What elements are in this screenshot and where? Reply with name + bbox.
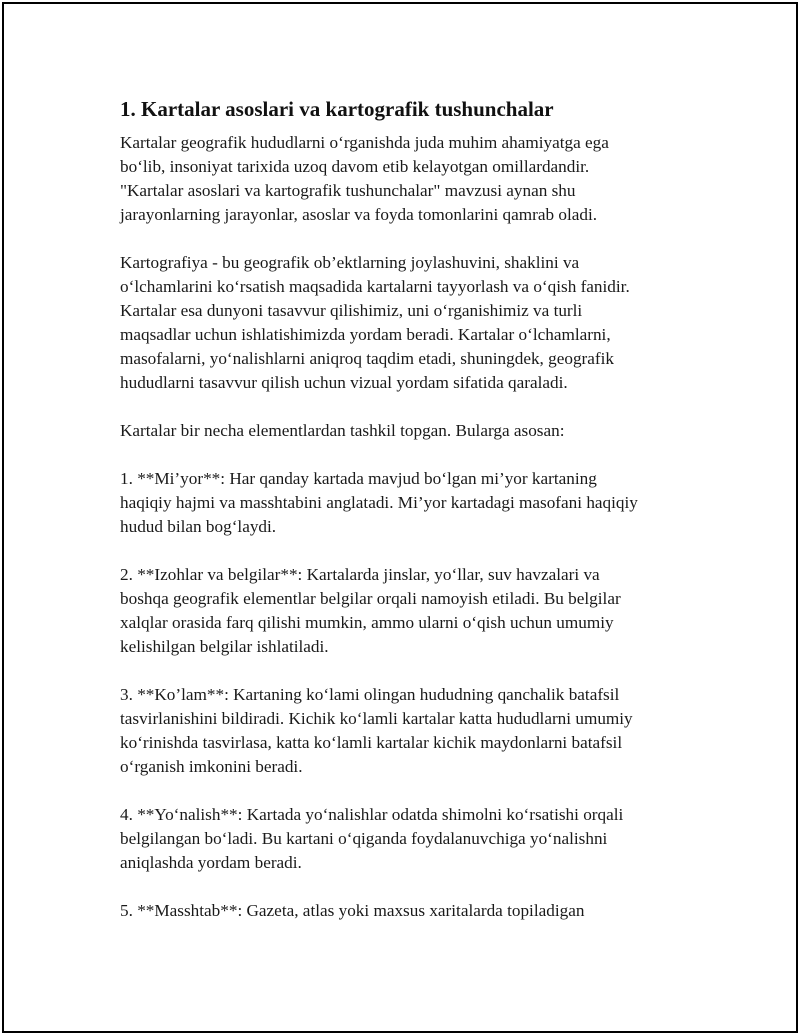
text-line: aniqlashda yordam beradi. bbox=[120, 853, 302, 872]
text-line: Kartografiya - bu geografik ob’ektlarning joylashuvini, shaklini va bbox=[120, 253, 580, 272]
text-line: xalqlar orasida farq qilishi mumkin, ammo ularni o‘qish uchun umumiy bbox=[120, 613, 614, 632]
text-line: boshqa geografik elementlar belgilar orqali namoyish etiladi. Bu belgilar bbox=[120, 589, 621, 608]
text-line: kelishilgan belgilar ishlatiladi. bbox=[120, 637, 329, 656]
text-line: 2. **Izohlar va belgilar**: Kartalarda jinslar, yo‘llar, suv havzalari va bbox=[120, 565, 600, 584]
text-line: ko‘rinishda tasvirlasa, katta ko‘lamli kartalar kichik maydonlarni batafsil bbox=[120, 733, 623, 752]
text-line: tasvirlanishini bildiradi. Kichik ko‘lamli kartalar katta hududlarni umumiy bbox=[120, 709, 633, 728]
paragraph bbox=[120, 563, 700, 659]
paragraph bbox=[120, 131, 700, 227]
text-line: haqiqiy hajmi va masshtabini anglatadi. Mi’yor kartadagi masofani haqiqiy bbox=[120, 493, 638, 512]
text-line: hududlarni tasavvur qilish uchun vizual yordam sifatida qaraladi. bbox=[120, 373, 568, 392]
paragraph bbox=[120, 803, 700, 875]
page-frame bbox=[2, 2, 798, 1033]
paragraph bbox=[120, 683, 700, 779]
text-line: jarayonlarning jarayonlar, asoslar va foyda tomonlarini qamrab oladi. bbox=[120, 205, 598, 224]
text-line: hudud bilan bog‘laydi. bbox=[120, 517, 277, 536]
paragraph-list bbox=[120, 131, 700, 923]
text-line: belgilangan bo‘ladi. Bu kartani o‘qiganda foydalanuvchiga yo‘nalishni bbox=[120, 829, 608, 848]
text-line: Kartalar geografik hududlarni o‘rganishda juda muhim ahamiyatga ega bbox=[120, 133, 609, 152]
text-line: masofalarni, yo‘nalishlarni aniqroq taqdim etadi, shuningdek, geografik bbox=[120, 349, 615, 368]
text-line: "Kartalar asoslari va kartografik tushunchalar" mavzusi aynan shu bbox=[120, 181, 576, 200]
document-body bbox=[120, 96, 700, 947]
paragraph bbox=[120, 419, 700, 443]
paragraph bbox=[120, 899, 700, 923]
text-line: maqsadlar uchun ishlatishimizda yordam beradi. Kartalar o‘lchamlarni, bbox=[120, 325, 611, 344]
paragraph bbox=[120, 467, 700, 539]
text-line: 4. **Yo‘nalish**: Kartada yo‘nalishlar odatda shimolni ko‘rsatishi orqali bbox=[120, 805, 624, 824]
text-line: o‘rganish imkonini beradi. bbox=[120, 757, 303, 776]
text-line: 5. **Masshtab**: Gazeta, atlas yoki maxsus xaritalarda topiladigan bbox=[120, 901, 585, 920]
paragraph bbox=[120, 251, 700, 395]
text-line: Kartalar bir necha elementlardan tashkil topgan. Bularga asosan: bbox=[120, 421, 565, 440]
text-line: Kartalar esa dunyoni tasavvur qilishimiz, uni o‘rganishimiz va turli bbox=[120, 301, 583, 320]
text-line: o‘lchamlarini ko‘rsatish maqsadida kartalarni tayyorlash va o‘qish fanidir. bbox=[120, 277, 630, 296]
text-line: 1. **Mi’yor**: Har qanday kartada mavjud bo‘lgan mi’yor kartaning bbox=[120, 469, 597, 488]
text-line: 3. **Ko’lam**: Kartaning ko‘lami olingan hududning qanchalik batafsil bbox=[120, 685, 620, 704]
text-line: bo‘lib, insoniyat tarixida uzoq davom etib kelayotgan omillardandir. bbox=[120, 157, 590, 176]
page-title: 1. Kartalar asoslari va kartografik tushunchalar bbox=[120, 97, 554, 121]
